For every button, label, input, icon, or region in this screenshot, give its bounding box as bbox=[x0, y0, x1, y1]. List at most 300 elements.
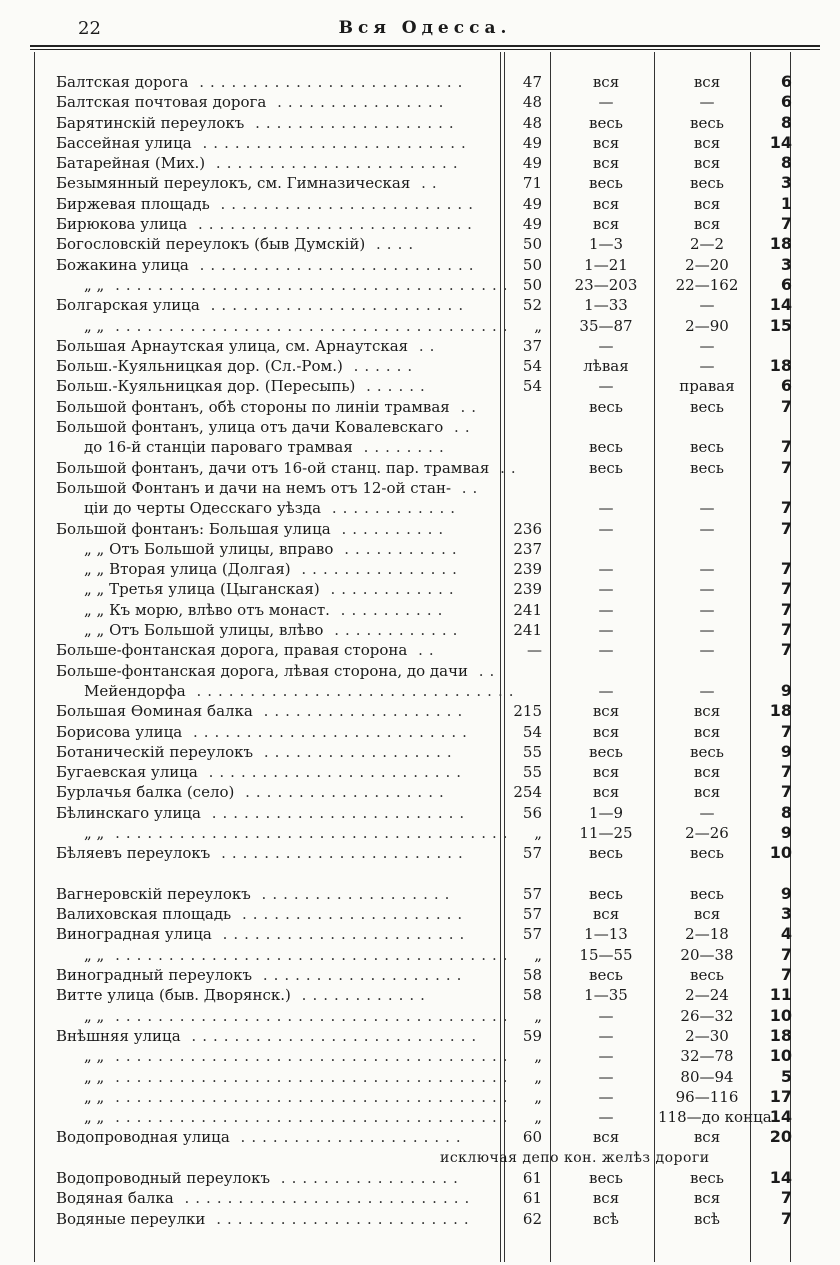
even-houses: 20—38 bbox=[680, 945, 734, 964]
street-name: „ „ Вторая улица (Долгая) ............... bbox=[84, 560, 463, 579]
leader-dots: .......................... bbox=[187, 215, 478, 234]
odd-houses: 23—203 bbox=[574, 275, 638, 294]
police-section: 18 bbox=[769, 356, 792, 376]
leader-dots: .......... bbox=[330, 519, 450, 538]
table-row bbox=[0, 478, 840, 498]
page-title: Вся Одесса. bbox=[338, 18, 512, 38]
police-section: 7 bbox=[780, 437, 792, 457]
odd-houses: — bbox=[598, 1108, 614, 1127]
even-houses: — bbox=[699, 641, 715, 660]
even-houses: — bbox=[699, 580, 715, 599]
even-houses: весь bbox=[690, 458, 724, 477]
odd-houses: — bbox=[598, 641, 614, 660]
street-number: 59 bbox=[522, 1026, 542, 1045]
street-name: „ „ Къ морю, влѣво отъ монаст. .......... bbox=[84, 600, 449, 619]
odd-houses: 1—9 bbox=[588, 803, 624, 822]
even-houses: 2—26 bbox=[685, 823, 729, 842]
police-section: 9 bbox=[780, 741, 792, 761]
police-section: 7 bbox=[780, 559, 792, 579]
leader-dots: .. bbox=[443, 418, 476, 437]
table-row bbox=[0, 579, 840, 599]
even-houses: вся bbox=[693, 133, 721, 152]
police-section: 14 bbox=[769, 1168, 792, 1188]
odd-houses: — bbox=[598, 580, 614, 599]
street-name: Большой фонтанъ: Большая улица .......... bbox=[56, 519, 450, 538]
street-name: „ „ ..................................... bbox=[84, 316, 514, 335]
even-houses: весь bbox=[690, 438, 724, 457]
street-number: 48 bbox=[522, 93, 542, 112]
table-row bbox=[0, 214, 840, 234]
street-number: 50 bbox=[522, 235, 542, 254]
even-houses: весь bbox=[690, 884, 724, 903]
even-houses: 80—94 bbox=[680, 1067, 734, 1086]
odd-houses: — bbox=[598, 519, 614, 538]
police-section: 9 bbox=[780, 822, 792, 842]
table-row bbox=[0, 255, 840, 275]
even-houses: — bbox=[699, 499, 715, 518]
odd-houses: — bbox=[598, 377, 614, 396]
table-row bbox=[0, 1188, 840, 1208]
odd-houses: — bbox=[598, 621, 614, 640]
street-name: Водяная балка ........................... bbox=[56, 1189, 476, 1208]
odd-houses: вся bbox=[592, 722, 620, 741]
odd-houses: весь bbox=[589, 966, 623, 985]
street-number: 58 bbox=[522, 966, 542, 985]
even-houses: — bbox=[699, 600, 715, 619]
odd-houses: лѣвая bbox=[583, 357, 629, 376]
street-name: Бурлачья балка (село) ................... bbox=[56, 783, 450, 802]
even-houses: правая bbox=[679, 377, 735, 396]
street-name: Бѣляевъ переулокъ ....................... bbox=[56, 844, 469, 863]
odd-houses: — bbox=[598, 1067, 614, 1086]
table-row bbox=[0, 1006, 840, 1026]
street-number: 56 bbox=[522, 803, 542, 822]
street-name: Богословскій переулокъ (быв Думскій) .... bbox=[56, 235, 420, 254]
street-name: Витте улица (быв. Дворянск.) ............ bbox=[56, 986, 431, 1005]
odd-houses: 1—35 bbox=[584, 986, 628, 1005]
street-number: 241 bbox=[513, 600, 542, 619]
odd-houses: вся bbox=[592, 154, 620, 173]
table-row bbox=[0, 1067, 840, 1087]
leader-dots: ................. bbox=[270, 1169, 464, 1188]
even-houses: вся bbox=[693, 194, 721, 213]
police-section: 7 bbox=[780, 620, 792, 640]
street-number: 48 bbox=[522, 113, 542, 132]
leader-dots: ..................... bbox=[231, 905, 469, 924]
street-name: Внѣшняя улица ........................... bbox=[56, 1026, 483, 1045]
odd-houses: — bbox=[598, 336, 614, 355]
table-row bbox=[0, 600, 840, 620]
table-row bbox=[0, 559, 840, 579]
odd-houses: вся bbox=[592, 783, 620, 802]
even-houses: — bbox=[699, 519, 715, 538]
table-row bbox=[0, 336, 840, 356]
table-row bbox=[0, 803, 840, 823]
street-number: 47 bbox=[522, 73, 542, 91]
street-number: 55 bbox=[522, 763, 542, 782]
leader-dots: .......................... bbox=[182, 722, 473, 741]
street-name: Балтская почтовая дорога ................ bbox=[56, 93, 450, 112]
police-section: 3 bbox=[780, 254, 792, 274]
police-section: 14 bbox=[769, 132, 792, 152]
leader-dots: ........................... bbox=[180, 1026, 483, 1045]
table-row bbox=[0, 458, 840, 478]
street-number: 49 bbox=[522, 133, 542, 152]
street-number: 37 bbox=[522, 336, 542, 355]
table-row bbox=[0, 153, 840, 173]
odd-houses: — bbox=[598, 499, 614, 518]
table-row bbox=[0, 661, 840, 681]
even-houses: — bbox=[699, 296, 715, 315]
leader-dots: ................... bbox=[244, 113, 460, 132]
street-number: 61 bbox=[522, 1189, 542, 1208]
leader-dots: ...... bbox=[355, 377, 431, 396]
leader-dots: ..................................... bbox=[104, 1087, 514, 1106]
leader-dots: .................. bbox=[253, 742, 458, 761]
leader-dots: .. bbox=[451, 478, 484, 497]
street-number: 52 bbox=[522, 296, 542, 315]
even-houses: весь bbox=[690, 1169, 724, 1188]
leader-dots: ............ bbox=[321, 499, 462, 518]
police-section: 5 bbox=[780, 1066, 792, 1086]
row-note: исключая депо кон. желѣз дороги bbox=[440, 1149, 710, 1166]
table-row bbox=[0, 275, 840, 295]
table-row bbox=[0, 437, 840, 457]
leader-dots: ........... bbox=[333, 539, 463, 558]
even-houses: — bbox=[699, 681, 715, 700]
street-name: Больше-фонтанская дорога, лѣвая сторона, до дачи .. bbox=[56, 661, 501, 680]
police-section: 6 bbox=[780, 72, 792, 91]
even-houses: весь bbox=[690, 113, 724, 132]
odd-houses: 1—13 bbox=[584, 925, 628, 944]
table-row bbox=[0, 701, 840, 721]
street-name: Безымянный переулокъ, см. Гимназическая .. bbox=[56, 174, 443, 193]
leader-dots: .................. bbox=[250, 884, 456, 903]
even-houses: вся bbox=[693, 215, 721, 234]
table-row bbox=[0, 1209, 840, 1229]
odd-houses: всѣ bbox=[593, 1209, 619, 1228]
street-name: Большая Арнаутская улица, см. Арнаутская .. bbox=[56, 336, 441, 355]
table-row bbox=[0, 1148, 840, 1168]
street-name: Большой Фонтанъ и дачи на немъ отъ 12-ой стан- .. bbox=[56, 478, 484, 497]
police-section: 14 bbox=[769, 295, 792, 315]
street-name: Большой фонтанъ, обѣ стороны по линіи трамвая .. bbox=[56, 397, 483, 416]
police-section: 8 bbox=[780, 802, 792, 822]
leader-dots: ........................ bbox=[199, 296, 470, 315]
street-number: 254 bbox=[513, 783, 542, 802]
odd-houses: — bbox=[598, 93, 614, 112]
even-houses: вся bbox=[693, 1189, 721, 1208]
even-houses: 2—18 bbox=[685, 925, 729, 944]
even-houses: вся bbox=[693, 702, 721, 721]
even-houses: — bbox=[699, 93, 715, 112]
odd-houses: весь bbox=[589, 742, 623, 761]
header-rule bbox=[30, 45, 820, 47]
police-section: 4 bbox=[780, 924, 792, 944]
leader-dots: .. bbox=[489, 458, 522, 477]
even-houses: вся bbox=[693, 722, 721, 741]
table-row bbox=[0, 620, 840, 640]
leader-dots: ........................ bbox=[197, 763, 468, 782]
leader-dots: ..................... bbox=[229, 1128, 467, 1147]
leader-dots: .. bbox=[468, 661, 501, 680]
even-houses: — bbox=[699, 803, 715, 822]
leader-dots: ..................................... bbox=[104, 316, 514, 335]
police-section: 7 bbox=[780, 762, 792, 782]
police-section: 7 bbox=[780, 1208, 792, 1228]
odd-houses: 35—87 bbox=[579, 316, 633, 335]
street-number: 241 bbox=[513, 621, 542, 640]
street-table bbox=[0, 72, 840, 1229]
table-row bbox=[0, 376, 840, 396]
table-row bbox=[0, 539, 840, 559]
table-row bbox=[0, 173, 840, 193]
street-name: Водяные переулки ........................ bbox=[56, 1209, 475, 1228]
leader-dots: .. bbox=[408, 336, 441, 355]
even-houses: вся bbox=[693, 905, 721, 924]
table-row bbox=[0, 519, 840, 539]
street-number: „ bbox=[534, 823, 542, 842]
street-name: „ „ Отъ Большой улицы, вправо ........... bbox=[84, 539, 463, 558]
table-row bbox=[0, 316, 840, 336]
leader-dots: ......................... bbox=[191, 133, 472, 152]
street-number: 55 bbox=[522, 742, 542, 761]
street-name: Бирюкова улица .......................... bbox=[56, 215, 478, 234]
police-section: 7 bbox=[780, 944, 792, 964]
leader-dots: ............ bbox=[319, 580, 460, 599]
police-section: 15 bbox=[769, 315, 792, 335]
police-section: 7 bbox=[780, 214, 792, 234]
street-number: — bbox=[527, 641, 542, 660]
street-name: „ „ ..................................... bbox=[84, 1006, 514, 1025]
odd-houses: вся bbox=[592, 905, 620, 924]
odd-houses: — bbox=[598, 1087, 614, 1106]
odd-houses: вся bbox=[592, 763, 620, 782]
street-number: 62 bbox=[522, 1209, 542, 1228]
street-name: „ „ ..................................... bbox=[84, 823, 514, 842]
table-row bbox=[0, 1046, 840, 1066]
table-row bbox=[0, 1168, 840, 1188]
street-number: 239 bbox=[513, 580, 542, 599]
police-section: 7 bbox=[780, 498, 792, 518]
police-section: 7 bbox=[780, 1188, 792, 1208]
odd-houses: вся bbox=[592, 73, 620, 91]
table-row bbox=[0, 1127, 840, 1147]
odd-houses: весь bbox=[589, 113, 623, 132]
street-name: Виноградная улица ....................... bbox=[56, 925, 471, 944]
police-section: 9 bbox=[780, 883, 792, 903]
table-row bbox=[0, 133, 840, 153]
street-name: „ „ ..................................... bbox=[84, 1067, 514, 1086]
street-number: „ bbox=[534, 1006, 542, 1025]
street-name: „ „ ..................................... bbox=[84, 945, 514, 964]
street-number: „ bbox=[534, 1087, 542, 1106]
odd-houses: — bbox=[598, 1006, 614, 1025]
street-number: 57 bbox=[522, 844, 542, 863]
street-number: 215 bbox=[513, 702, 542, 721]
table-row bbox=[0, 904, 840, 924]
leader-dots: ................ bbox=[266, 93, 450, 112]
street-name: Борисова улица .......................... bbox=[56, 722, 473, 741]
street-number: 57 bbox=[522, 905, 542, 924]
odd-houses: весь bbox=[589, 458, 623, 477]
leader-dots: ........................... bbox=[173, 1189, 476, 1208]
even-houses: вся bbox=[693, 154, 721, 173]
table-row bbox=[0, 965, 840, 985]
even-houses: 2—24 bbox=[685, 986, 729, 1005]
street-number: 57 bbox=[522, 884, 542, 903]
even-houses: вся bbox=[693, 763, 721, 782]
even-houses: весь bbox=[690, 742, 724, 761]
table-row bbox=[0, 92, 840, 112]
police-section: 3 bbox=[780, 173, 792, 193]
even-houses: 2—20 bbox=[685, 255, 729, 274]
even-houses: 2—2 bbox=[689, 235, 725, 254]
table-row bbox=[0, 742, 840, 762]
leader-dots: .......... bbox=[329, 600, 449, 619]
police-section: 14 bbox=[769, 1107, 792, 1127]
police-section: 6 bbox=[780, 92, 792, 112]
even-houses: весь bbox=[690, 174, 724, 193]
table-row bbox=[0, 945, 840, 965]
leader-dots: ..................................... bbox=[104, 1067, 514, 1086]
even-houses: 22—162 bbox=[675, 275, 739, 294]
street-name: Больш.-Куяльницкая дор. (Пересыпь) ...... bbox=[56, 377, 431, 396]
leader-dots: ................... bbox=[252, 702, 469, 721]
table-row bbox=[0, 1087, 840, 1107]
street-name: Биржевая площадь ........................ bbox=[56, 194, 479, 213]
police-section: 10 bbox=[769, 1046, 792, 1066]
header-rule-thin bbox=[30, 49, 820, 50]
odd-houses: — bbox=[598, 560, 614, 579]
leader-dots: ................... bbox=[252, 966, 468, 985]
street-name: Большой фонтанъ, дачи отъ 16-ой станц. пар. трамвая .. bbox=[56, 458, 522, 477]
street-name: Балтская дорога ......................... bbox=[56, 73, 469, 91]
street-number: 49 bbox=[522, 154, 542, 173]
leader-dots: ..................................... bbox=[104, 1006, 514, 1025]
street-name: Большая Ѳоминая балка ................... bbox=[56, 702, 469, 721]
odd-houses: вся bbox=[592, 702, 620, 721]
police-section: 7 bbox=[780, 599, 792, 619]
odd-houses: весь bbox=[589, 438, 623, 457]
street-number: 239 bbox=[513, 560, 542, 579]
street-name: Большой фонтанъ, улица отъ дачи Ковалевскаго .. bbox=[56, 418, 476, 437]
page-header bbox=[30, 14, 820, 44]
page-number: 22 bbox=[78, 18, 101, 39]
odd-houses: 1—33 bbox=[584, 296, 628, 315]
street-number: 236 bbox=[513, 519, 542, 538]
police-section: 7 bbox=[780, 457, 792, 477]
odd-houses: вся bbox=[592, 133, 620, 152]
street-name: Вагнеровскій переулокъ .................. bbox=[56, 884, 456, 903]
police-section: 18 bbox=[769, 701, 792, 721]
street-number: 49 bbox=[522, 215, 542, 234]
table-row bbox=[0, 295, 840, 315]
odd-houses: 1—21 bbox=[584, 255, 628, 274]
even-houses: всѣ bbox=[694, 1209, 720, 1228]
street-number: „ bbox=[534, 316, 542, 335]
odd-houses: 1—3 bbox=[588, 235, 624, 254]
leader-dots: ..................................... bbox=[104, 823, 514, 842]
table-row bbox=[0, 234, 840, 254]
police-section: 10 bbox=[769, 1005, 792, 1025]
street-number: 61 bbox=[522, 1169, 542, 1188]
street-name: Бѣлинскаго улица ........................ bbox=[56, 803, 471, 822]
table-row bbox=[0, 681, 840, 701]
police-section: 3 bbox=[780, 904, 792, 924]
police-section: 1 bbox=[780, 193, 792, 213]
street-name: Мейендорфа .............................. bbox=[84, 681, 520, 700]
leader-dots: ........................ bbox=[200, 803, 471, 822]
leader-dots: ..................................... bbox=[104, 945, 514, 964]
leader-dots: ........................ bbox=[205, 1209, 475, 1228]
street-name: Бугаевская улица ........................ bbox=[56, 763, 468, 782]
street-name: „ „ ..................................... bbox=[84, 1108, 514, 1127]
table-row bbox=[0, 72, 840, 92]
police-section: 9 bbox=[780, 680, 792, 700]
table-row bbox=[0, 194, 840, 214]
police-section: 7 bbox=[780, 640, 792, 660]
leader-dots: ....................... bbox=[210, 844, 469, 863]
police-section: 6 bbox=[780, 376, 792, 396]
even-houses: 32—78 bbox=[680, 1047, 734, 1066]
street-number: 50 bbox=[522, 255, 542, 274]
street-number: 54 bbox=[522, 357, 542, 376]
police-section: 7 bbox=[780, 518, 792, 538]
table-row bbox=[0, 864, 840, 884]
street-number: 54 bbox=[522, 722, 542, 741]
street-number: 50 bbox=[522, 275, 542, 294]
street-name: Больш.-Куяльницкая дор. (Сл.-Ром.) ...... bbox=[56, 357, 419, 376]
leader-dots: ....................... bbox=[205, 154, 464, 173]
street-number: 237 bbox=[513, 539, 542, 558]
even-houses: вся bbox=[693, 1128, 721, 1147]
odd-houses: — bbox=[598, 681, 614, 700]
street-name: Болгарская улица ........................ bbox=[56, 296, 470, 315]
odd-houses: вся bbox=[592, 1128, 620, 1147]
street-name: Бассейная улица ......................... bbox=[56, 133, 472, 152]
even-houses: весь bbox=[690, 844, 724, 863]
table-row bbox=[0, 762, 840, 782]
police-section: 7 bbox=[780, 579, 792, 599]
leader-dots: ........................ bbox=[209, 194, 479, 213]
table-row bbox=[0, 113, 840, 133]
leader-dots: .. bbox=[407, 641, 440, 660]
street-name: „ „ Третья улица (Цыганская) ............ bbox=[84, 580, 460, 599]
street-number: 58 bbox=[522, 986, 542, 1005]
leader-dots: .............................. bbox=[185, 681, 520, 700]
leader-dots: ..................................... bbox=[104, 1047, 514, 1066]
table-row bbox=[0, 722, 840, 742]
police-section: 7 bbox=[780, 721, 792, 741]
even-houses: 2—30 bbox=[685, 1026, 729, 1045]
police-section: 18 bbox=[769, 234, 792, 254]
street-number: 71 bbox=[522, 174, 542, 193]
leader-dots: .. bbox=[449, 397, 483, 416]
street-name: Ботаническій переулокъ .................. bbox=[56, 742, 458, 761]
police-section: 11 bbox=[769, 985, 792, 1005]
even-houses: 26—32 bbox=[680, 1006, 734, 1025]
leader-dots: ................... bbox=[234, 783, 450, 802]
even-houses: весь bbox=[690, 966, 724, 985]
odd-houses: — bbox=[598, 1047, 614, 1066]
street-name: Валиховская площадь ..................... bbox=[56, 905, 469, 924]
street-number: 54 bbox=[522, 377, 542, 396]
odd-houses: весь bbox=[589, 1169, 623, 1188]
police-section: 10 bbox=[769, 843, 792, 863]
odd-houses: весь bbox=[589, 397, 623, 416]
street-name: Водопроводная улица ..................... bbox=[56, 1128, 467, 1147]
